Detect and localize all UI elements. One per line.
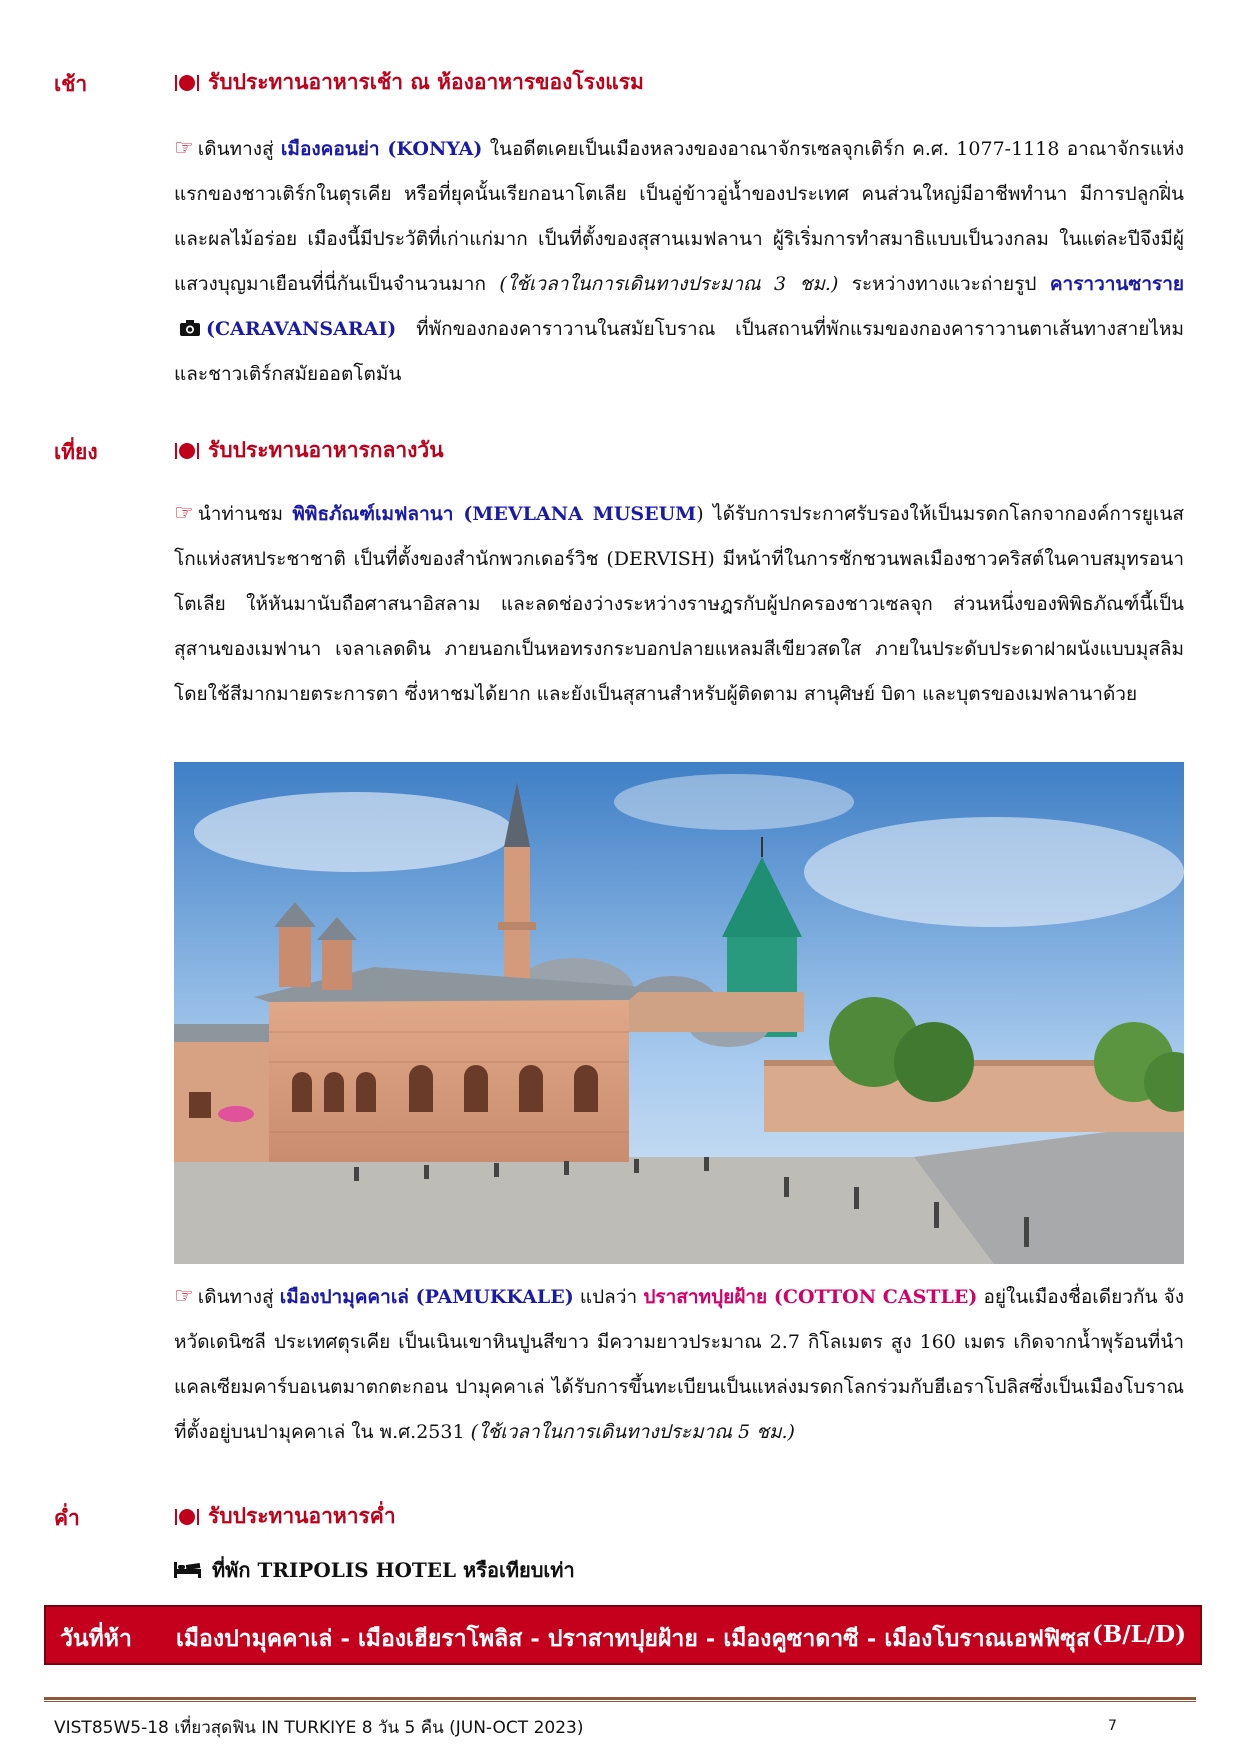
text-span: ที่พักของกองคาราวานในสมัยโบราณ เป็นสถานที่พักแรมของกองคาราวานตาเส้นทางสายไหมและชาวเติร์กสมัยออตโตมัน [174, 318, 1184, 385]
day-meals: (B/L/D) [1091, 1621, 1186, 1648]
text-span: อยู่ในเมืองชื่อเดียวกัน จังหวัดเดนิซลี ประเทศตุรเคีย เป็นเนินเขาหินปูนสีขาว มีความยาวประมาณ 2.7 กิโลเมตร สูง 160 เมตร เกิดจากน้ำพุร้อนที่นำแคลเซียมคาร์บอเนตมาตกตะกอน ปามุคคาเล่ ได้รับการขึ้นทะเบียนเป็นแหล่งมรดกโลกร่วมกับฮีเอราโปลิสซึ่งเป็นเมืองโบราณที่ตั้งอยู่บนปามุคคาเล่ ใน พ.ศ.2531 [174, 1286, 1184, 1443]
lunch-title-text: รับประทานอาหารกลางวัน [208, 437, 444, 462]
mevlana-paragraph [174, 491, 1184, 717]
breakfast-title-text: รับประทานอาหารเช้า ณ ห้องอาหารของโรงแรม [208, 69, 644, 94]
day-label: วันที่ห้า [60, 1625, 132, 1652]
hotel-text: ที่พัก TRIPOLIS HOTEL หรือเทียบเท่า [212, 1558, 575, 1582]
lunch-title [174, 434, 444, 467]
place-caravansarai-en: (CARAVANSARAI) [206, 318, 397, 340]
pointing-hand-icon: ☞ [174, 1284, 194, 1309]
dish-icon [174, 441, 200, 461]
travel-time-note: (ใช้เวลาในการเดินทางประมาณ 5 ชม.) [470, 1421, 795, 1443]
footer-rule [44, 1697, 1196, 1700]
meal-label-dinner: ค่ำ [54, 1505, 80, 1530]
meal-label-breakfast: เช้า [54, 71, 88, 96]
pamukkale-paragraph [174, 1274, 1184, 1455]
dish-icon [174, 1507, 200, 1527]
dinner-title-text: รับประทานอาหารค่ำ [208, 1503, 396, 1528]
meal-label-lunch: เที่ยง [54, 439, 98, 464]
bed-icon [174, 1560, 202, 1580]
day-route: เมืองปามุคคาเล่ - เมืองเฮียราโพลิส - ปราสาทปุยฝ้าย - เมืองคูซาดาซี - เมืองโบราณเอฟฟิซุส [176, 1625, 1090, 1652]
dinner-title [174, 1500, 396, 1533]
text-span: เดินทางสู่ [197, 1286, 280, 1308]
place-cotton-castle: ปราสาทปุยฝ้าย (COTTON CASTLE) [643, 1286, 978, 1308]
place-konya: เมืองคอนย่า (KONYA) [280, 138, 483, 160]
text-span: ระหว่างทางแวะถ่ายรูป [838, 273, 1050, 295]
travel-time-note: (ใช้เวลาในการเดินทางประมาณ 3 ชม.) [499, 273, 839, 295]
dish-icon [174, 73, 200, 93]
breakfast-title [174, 66, 644, 99]
page-number: 7 [1108, 1718, 1117, 1734]
pointing-hand-icon: ☞ [174, 501, 194, 526]
place-pamukkale: เมืองปามุคคาเล่ (PAMUKKALE) [279, 1286, 574, 1308]
text-span: แปลว่า [573, 1286, 644, 1308]
hotel-line [174, 1554, 575, 1586]
mevlana-museum-photo [174, 762, 1184, 1264]
footer-rule-thin [44, 1701, 1196, 1702]
place-mevlana: พิพิธภัณฑ์เมฟลานา (MEVLANA MUSEUM [292, 503, 697, 525]
place-caravansarai: คาราวานซาราย [1049, 273, 1184, 295]
pointing-hand-icon: ☞ [174, 136, 194, 161]
text-span: เดินทางสู่ [197, 138, 281, 160]
camera-icon [180, 320, 200, 336]
text-span: นำท่านชม [197, 503, 293, 525]
text-span: ในอดีตเคยเป็นเมืองหลวงของอาณาจักรเซลจุกเติร์ก ค.ศ. 1077-1118 อาณาจักรแห่งแรกของชาวเติร์กในตุรเคีย หรือที่ยุคนั้นเรียกอนาโตเลีย เป็นอู่ข้าวอู่น้ำของประเทศ คนส่วนใหญ่มีอาชีพทำนา มีการปลูกฝิ่นและผลไม้อร่อย เมืองนี้มีประวัติที่เก่าแก่มาก เป็นที่ตั้งของสุสานเมฟลานา ผู้ริเริ่มการทำสมาธิแบบเป็นวงกลม ในแต่ละปีจึงมีผู้แสวงบุญมาเยือนที่นี่กันเป็นจำนวนมาก [174, 138, 1184, 295]
text-span: ) ได้รับการประกาศรับรองให้เป็นมรดกโลกจากองค์การยูเนสโกแห่งสหประชาชาติ เป็นที่ตั้งของสำนักพวกเดอร์วิช (DERVISH) มีหน้าที่ในการชักชวนพลเมืองชาวคริสต์ในคาบสมุทรอนาโตเลีย ให้หันมานับถือศาสนาอิสลาม และลดช่องว่างระหว่างราษฎรกับผู้ปกครองชาวเซลจุก ส่วนหนึ่งของพิพิธภัณฑ์นี้เป็นสุสานของเมฟานา เจลาเลดดิน ภายนอกเป็นหอทรงกระบอกปลายแหลมสีเขียวสดใส ภายในประดับประดาฝาผนังแบบมุสลิม โดยใช้สีมากมายตระการตา ซึ่งหาชมได้ยาก และยังเป็นสุสานสำหรับผู้ติดตาม สานุศิษย์ บิดา และบุตรของเมฟลานาด้วย [174, 503, 1184, 705]
footer-text: VIST85W5-18 เที่ยวสุดฟิน IN TURKIYE 8 วัน 5 คืน (JUN-OCT 2023) [54, 1718, 584, 1738]
konya-paragraph [174, 126, 1184, 397]
day-five-banner [44, 1605, 1202, 1665]
